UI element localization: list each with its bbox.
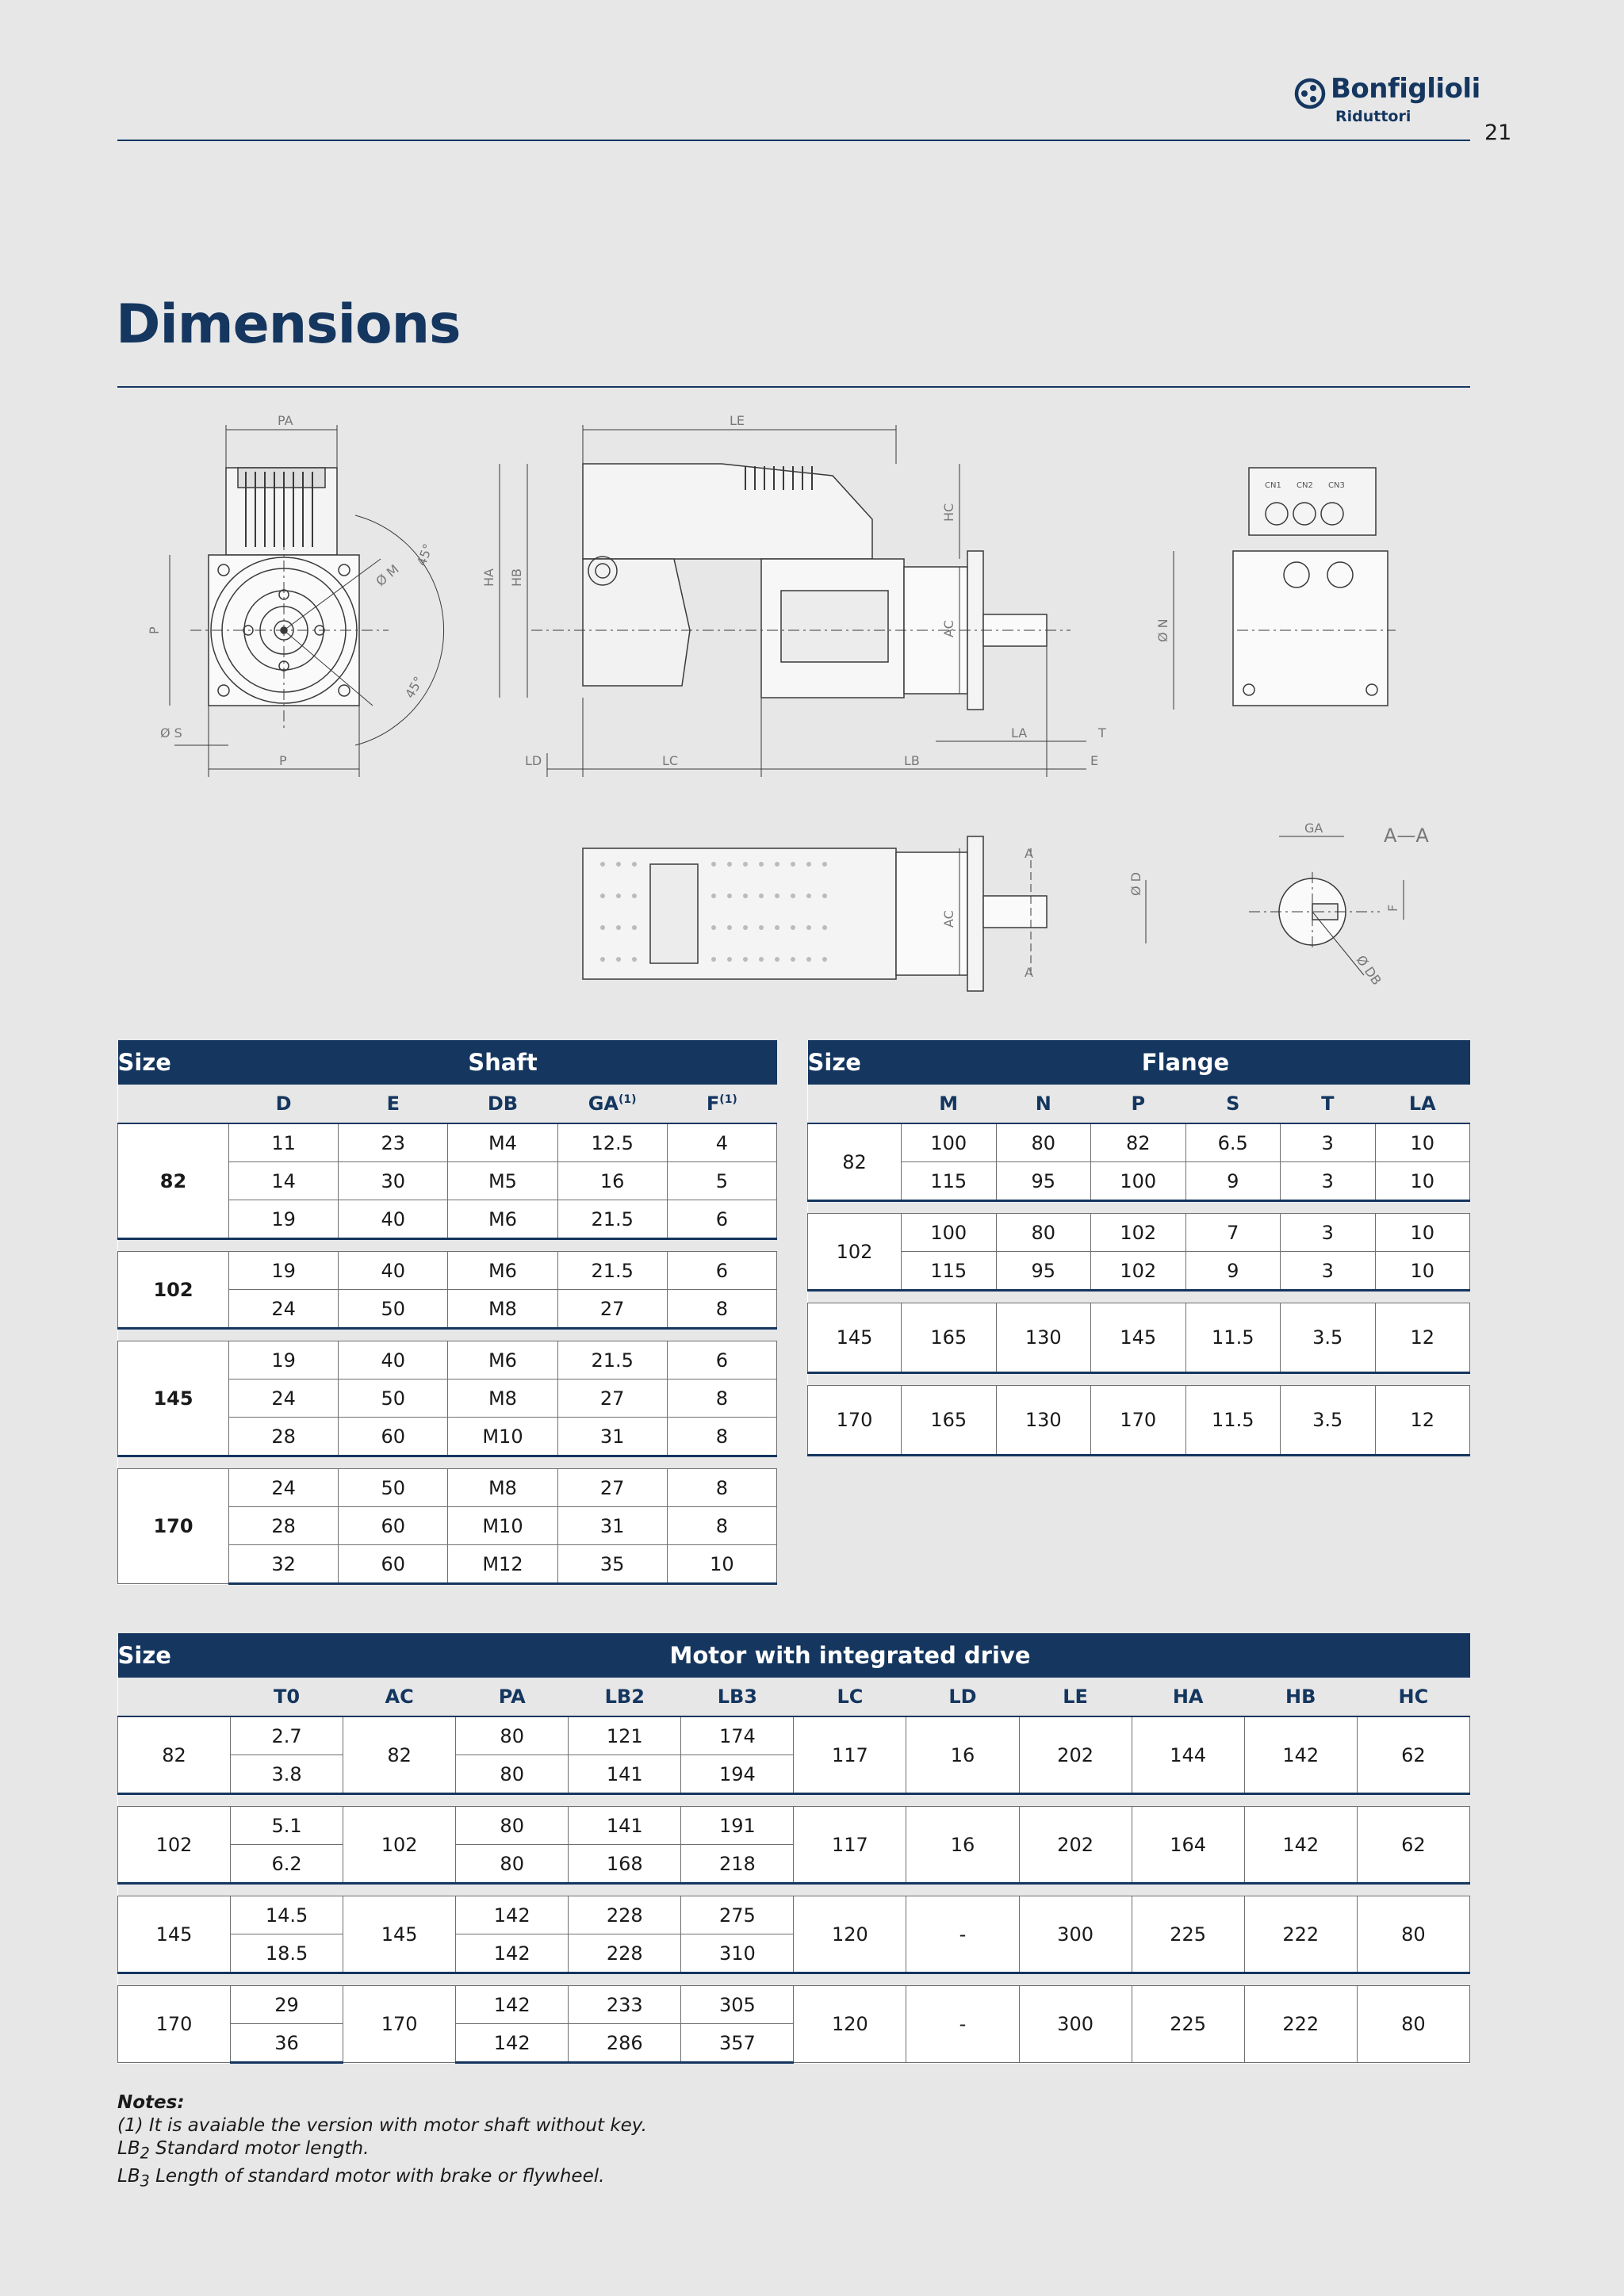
brand-logo	[1294, 73, 1480, 135]
motor-col-ld: LD	[906, 1678, 1019, 1716]
shaft-col-e: E	[339, 1085, 448, 1123]
size-cell: 145	[118, 1896, 231, 1973]
size-cell: 102	[808, 1214, 902, 1291]
shaft-size-header: Size	[118, 1040, 229, 1085]
label-f: F	[1385, 904, 1400, 912]
size-cell: 170	[808, 1386, 902, 1456]
label-cn3: CN3	[1328, 481, 1345, 490]
label-angle-1: 45°	[413, 541, 436, 568]
size-cell: 102	[118, 1807, 231, 1884]
table-row: 6.2 80 168 218	[118, 1845, 1470, 1884]
table-row: 28 60 M10 31 8	[118, 1418, 777, 1456]
page-number: 21	[1484, 121, 1512, 145]
motor-col-hb: HB	[1244, 1678, 1357, 1716]
label-n: Ø N	[1155, 618, 1170, 642]
table-row: 102 19 40 M6 21.5 6	[118, 1252, 777, 1290]
table-row: 32 60 M12 35 10	[118, 1545, 777, 1584]
table-row: 28 60 M10 31 8	[118, 1507, 777, 1545]
motor-col-hc: HC	[1357, 1678, 1469, 1716]
flange-col-s: S	[1185, 1085, 1281, 1123]
motor-title: Motor with integrated drive	[231, 1633, 1470, 1678]
note-line-3: $LB_3$ Length of standard motor with brake or flywheel.	[117, 2165, 605, 2191]
label-ld: LD	[525, 753, 542, 768]
table-row: 82 100 80 82 6.5 3 10	[808, 1123, 1470, 1162]
notes	[117, 2091, 647, 2192]
label-lc: LC	[662, 753, 679, 768]
motor-col-le: LE	[1019, 1678, 1132, 1716]
table-row: 170 24 50 M8 27 8	[118, 1469, 777, 1507]
table-row: 3.8 80 141 194	[118, 1755, 1470, 1794]
title-rule	[117, 386, 1470, 388]
table-row: 18.5 142 228 310	[118, 1934, 1470, 1973]
shaft-col-db: DB	[448, 1085, 557, 1123]
shaft-title: Shaft	[229, 1040, 777, 1085]
motor-col-lb2: LB2	[569, 1678, 681, 1716]
footnote-marker: (1)	[619, 1093, 637, 1106]
label-cn1: CN1	[1265, 481, 1281, 490]
rear-view	[1233, 468, 1396, 706]
flange-col-la: LA	[1375, 1085, 1470, 1123]
table-row: 115 95 102 9 3 10	[808, 1252, 1470, 1291]
top-view	[583, 836, 1146, 991]
table-row: 14 30 M5 16 5	[118, 1162, 777, 1200]
label-d: Ø D	[1128, 872, 1143, 896]
table-row: 82 2.7 82 80 121 174 117 16 202 144 142 62	[118, 1716, 1470, 1755]
flange-col-n: N	[996, 1085, 1091, 1123]
size-cell: 82	[118, 1716, 231, 1794]
label-ac: AC	[941, 620, 956, 637]
label-t: T	[1098, 725, 1106, 740]
page-title: Dimensions	[116, 293, 461, 356]
table-row: 102 100 80 102 7 3 10	[808, 1214, 1470, 1252]
label-m: Ø M	[373, 561, 402, 590]
header-rule	[117, 140, 1470, 141]
label-lb: LB	[904, 753, 920, 768]
motor-col-ac: AC	[343, 1678, 456, 1716]
size-cell: 102	[118, 1252, 229, 1329]
label-la: LA	[1011, 725, 1028, 740]
motor-col-pa: PA	[456, 1678, 569, 1716]
note-line-1: (1) It is avaiable the version with motor shaft without key.	[117, 2115, 647, 2136]
label-db: Ø DB	[1353, 952, 1385, 988]
label-a-top: A	[1025, 846, 1033, 861]
motor-col-lc: LC	[794, 1678, 906, 1716]
footnote-marker: (1)	[719, 1093, 737, 1106]
table-row: 102 5.1 102 80 141 191 117 16 202 164 142 62	[118, 1807, 1470, 1845]
label-hb: HB	[509, 568, 524, 587]
table-row: 145 19 40 M6 21.5 6	[118, 1341, 777, 1380]
flange-col-t: T	[1281, 1085, 1376, 1123]
motor-col-t0: T0	[231, 1678, 343, 1716]
label-p: P	[279, 753, 287, 768]
brand-subtitle: Riduttori	[1335, 108, 1411, 125]
label-e: E	[1090, 753, 1099, 768]
table-row: 145 165 130 145 11.5 3.5 12	[808, 1303, 1470, 1373]
table-row: 145 14.5 145 142 228 275 120 - 300 225 222 80	[118, 1896, 1470, 1934]
motor-col-lb3: LB3	[681, 1678, 794, 1716]
table-row: 170 29 170 142 233 305 120 - 300 225 222 80	[118, 1986, 1470, 2024]
table-row: 115 95 100 9 3 10	[808, 1162, 1470, 1201]
table-row: 24 50 M8 27 8	[118, 1380, 777, 1418]
shaft-table	[117, 1040, 777, 1585]
label-angle-2: 45°	[402, 673, 427, 701]
size-cell: 82	[808, 1123, 902, 1201]
label-ha: HA	[481, 568, 496, 587]
side-view	[481, 413, 1174, 777]
shaft-col-ga: GA$^{(1)}$	[557, 1085, 667, 1123]
section-a-a	[1249, 821, 1429, 988]
label-p-vertical: P	[147, 626, 162, 634]
motor-size-header: Size	[118, 1633, 231, 1678]
notes-heading: Notes:	[117, 2092, 185, 2113]
flange-col-p: P	[1091, 1085, 1186, 1123]
table-row: 19 40 M6 21.5 6	[118, 1200, 777, 1239]
size-cell: 82	[118, 1123, 229, 1239]
label-s: Ø S	[160, 725, 182, 740]
size-cell: 145	[808, 1303, 902, 1373]
flange-title: Flange	[902, 1040, 1470, 1085]
shaft-col-d: D	[229, 1085, 339, 1123]
flange-size-header: Size	[808, 1040, 902, 1085]
label-ac-top: AC	[941, 910, 956, 928]
label-hc: HC	[941, 503, 956, 522]
label-cn2: CN2	[1297, 481, 1313, 490]
table-row: 36 142 286 357	[118, 2024, 1470, 2063]
label-ga: GA	[1304, 821, 1323, 836]
dimension-drawing	[143, 404, 1475, 1007]
brand-name: Bonfiglioli	[1331, 73, 1480, 105]
shaft-col-f: $F^{(1)}$	[667, 1085, 776, 1123]
motor-col-ha: HA	[1132, 1678, 1244, 1716]
motor-table	[117, 1633, 1470, 2064]
label-section: A—A	[1384, 825, 1429, 847]
size-cell: 145	[118, 1341, 229, 1456]
flange-col-m: M	[902, 1085, 997, 1123]
label-a-bottom: A	[1025, 965, 1033, 980]
table-row: 24 50 M8 27 8	[118, 1290, 777, 1329]
table-row: 82 11 23 M4 12.5 4	[118, 1123, 777, 1162]
front-view	[147, 413, 444, 777]
flange-table	[807, 1040, 1470, 1456]
brand-logo-icon	[1294, 78, 1326, 109]
label-le: LE	[730, 413, 745, 428]
size-cell: 170	[118, 1986, 231, 2063]
size-cell: 170	[118, 1469, 229, 1584]
table-row: 170 165 130 170 11.5 3.5 12	[808, 1386, 1470, 1456]
note-line-2: $LB_2$ Standard motor length.	[117, 2138, 370, 2163]
label-pa: PA	[278, 413, 293, 428]
